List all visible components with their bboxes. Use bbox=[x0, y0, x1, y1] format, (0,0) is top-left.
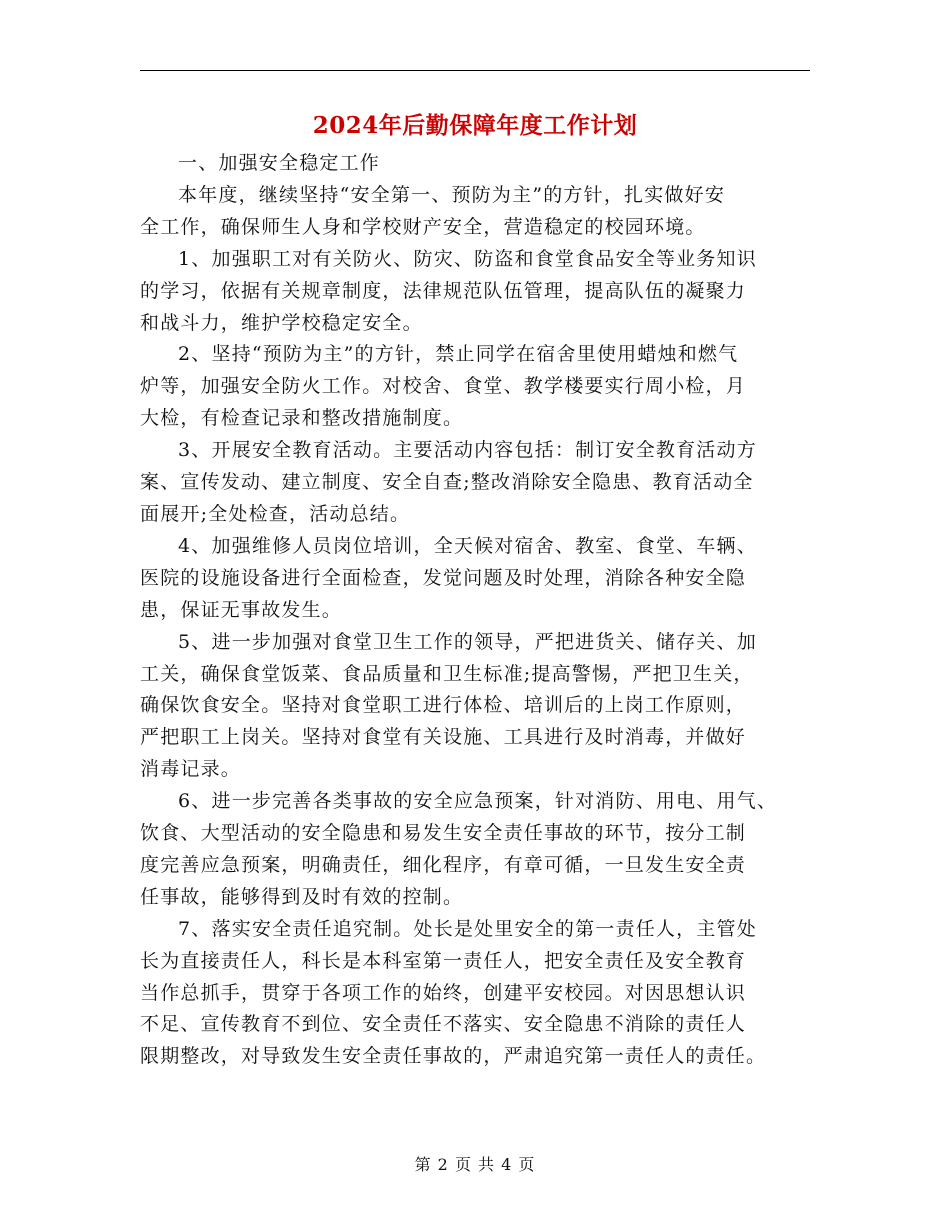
document-title: 2024年后勤保障年度工作计划 bbox=[312, 112, 638, 139]
header-rule bbox=[140, 70, 810, 71]
document-body bbox=[140, 148, 830, 1073]
paragraph-item-5: 5、进一步加强对食堂卫生工作的领导，严把进货关、储存关、加 工关，确保食堂饭菜、食品质量和卫生标准;提高警惕，严把卫生关， 确保饮食安全。坚持对食堂职工进行体检、培训后的上岗工作原则， 严把职工上岗关。坚持对食堂有关设施、工具进行及时消毒，并做好 消毒记录。 bbox=[140, 630, 757, 781]
page-number-footer: 第 2 页 共 4 页 bbox=[414, 1155, 536, 1174]
paragraph-item-4: 4、加强维修人员岗位培训，全天候对宿舍、教室、食堂、车辆、 医院的设施设备进行全面检查，发觉问题及时处理，消除各种安全隐 患，保证无事故发生。 bbox=[140, 534, 757, 621]
intro-paragraph: 本年度，继续坚持“安全第一、预防为主”的方针，扎实做好安 全工作，确保师生人身和学校财产安全，营造稳定的校园环境。 bbox=[140, 183, 726, 238]
section-heading: 一、加强安全稳定工作 bbox=[178, 152, 381, 174]
paragraph-item-7: 7、落实安全责任追究制。处长是处里安全的第一责任人，主管处 长为直接责任人，科长是本科室第一责任人，把安全责任及安全教育 当作总抓手，贯穿于各项工作的始终，创建平安校园。对因思想认识 不足、宣传教育不到位、安全责任不落实、安全隐患不消除的责任人 限期整改，对导致发生安全责任事故的，严肃追究第一责任人的责任。 bbox=[140, 917, 767, 1068]
paragraph-item-2: 2、坚持“预防为主”的方针，禁止同学在宿舍里使用蜡烛和燃气 炉等，加强安全防火工作。对校舍、食堂、教学楼要实行周小检，月 大检，有检查记录和整改措施制度。 bbox=[140, 343, 747, 430]
paragraph-item-3: 3、开展安全教育活动。主要活动内容包括：制订安全教育活动方 案、宣传发动、建立制度、安全自查;整改消除安全隐患、教育活动全 面展开;全处检查，活动总结。 bbox=[140, 439, 757, 525]
paragraph-item-6: 6、进一步完善各类事故的安全应急预案，针对消防、用电、用气、 饮食、大型活动的安全隐患和易发生安全责任事故的环节，按分工制 度完善应急预案，明确责任，细化程序，有章可循，一旦发生安全责 任事故，能够得到及时有效的控制。 bbox=[140, 790, 778, 908]
paragraph-item-1: 1、加强职工对有关防火、防灾、防盗和食堂食品安全等业务知识 的学习，依据有关规章制度，法律规范队伍管理，提高队伍的凝聚力 和战斗力，维护学校稳定安全。 bbox=[140, 247, 757, 334]
